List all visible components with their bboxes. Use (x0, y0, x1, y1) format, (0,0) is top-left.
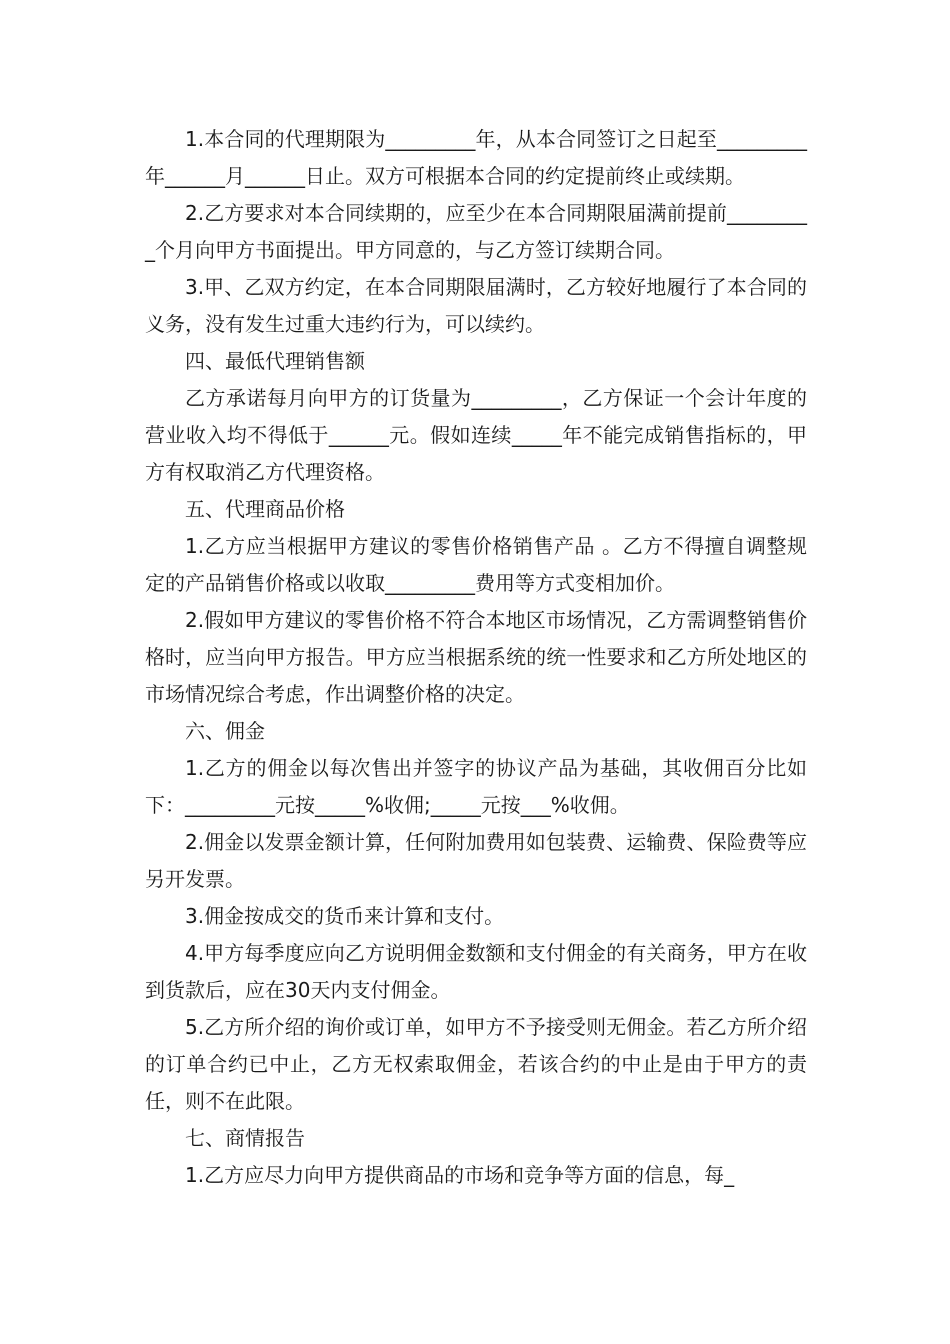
clause-renewal-request: 2.乙方要求对本合同续期的，应至少在本合同期限届满前提前_________个月向甲方书面提出。甲方同意的，与乙方签订续期合同。 (145, 201, 807, 262)
clause-commission-invoice: 2.佣金以发票金额计算，任何附加费用如包装费、运输费、保险费等应另开发票。 (145, 830, 807, 891)
clause-commission-payment: 4.甲方每季度应向乙方说明佣金数额和支付佣金的有关商务，甲方在收到货款后，应在30天内支付佣金。 (145, 941, 807, 1002)
clause-pricing-retail: 1.乙方应当根据甲方建议的零售价格销售产品 。乙方不得擅自调整规定的产品销售价格或以收取_________费用等方式变相加价。 (145, 534, 807, 595)
clause-renewal-condition: 3.甲、乙双方约定，在本合同期限届满时，乙方较好地履行了本合同的义务，没有发生过重大违约行为，可以续约。 (145, 275, 807, 336)
section-heading-market-report: 七、商情报告 (185, 1126, 305, 1150)
section-heading-minimum-sales: 四、最低代理销售额 (185, 349, 365, 373)
clause-commission-basis: 1.乙方的佣金以每次售出并签字的协议产品为基础，其收佣百分比如下：_________元按_____%收佣;_____元按___%收佣。 (145, 756, 807, 817)
clause-minimum-sales: 乙方承诺每月向甲方的订货量为_________，乙方保证一个会计年度的营业收入均不得低于______元。假如连续_____年不能完成销售指标的，甲方有权取消乙方代理资格。 (145, 386, 807, 484)
clause-market-info: 1.乙方应尽力向甲方提供商品的市场和竞争等方面的信息，每_ (185, 1163, 735, 1187)
clause-pricing-adjustment: 2.假如甲方建议的零售价格不符合本地区市场情况，乙方需调整销售价格时，应当向甲方报告。甲方应当根据系统的统一性要求和乙方所处地区的市场情况综合考虑，作出调整价格的决定。 (145, 608, 807, 706)
clause-commission-currency: 3.佣金按成交的货币来计算和支付。 (185, 904, 505, 928)
clause-commission-exclusion: 5.乙方所介绍的询价或订单，如甲方不予接受则无佣金。若乙方所介绍的订单合约已中止，乙方无权索取佣金，若该合约的中止是由于甲方的责任，则不在此限。 (145, 1015, 807, 1113)
clause-term-duration: 1.本合同的代理期限为_________年，从本合同签订之日起至_________年______月______日止。双方可根据本合同的约定提前终止或续期。 (145, 127, 807, 188)
section-heading-commission: 六、佣金 (185, 719, 265, 743)
section-heading-pricing: 五、代理商品价格 (185, 497, 345, 521)
